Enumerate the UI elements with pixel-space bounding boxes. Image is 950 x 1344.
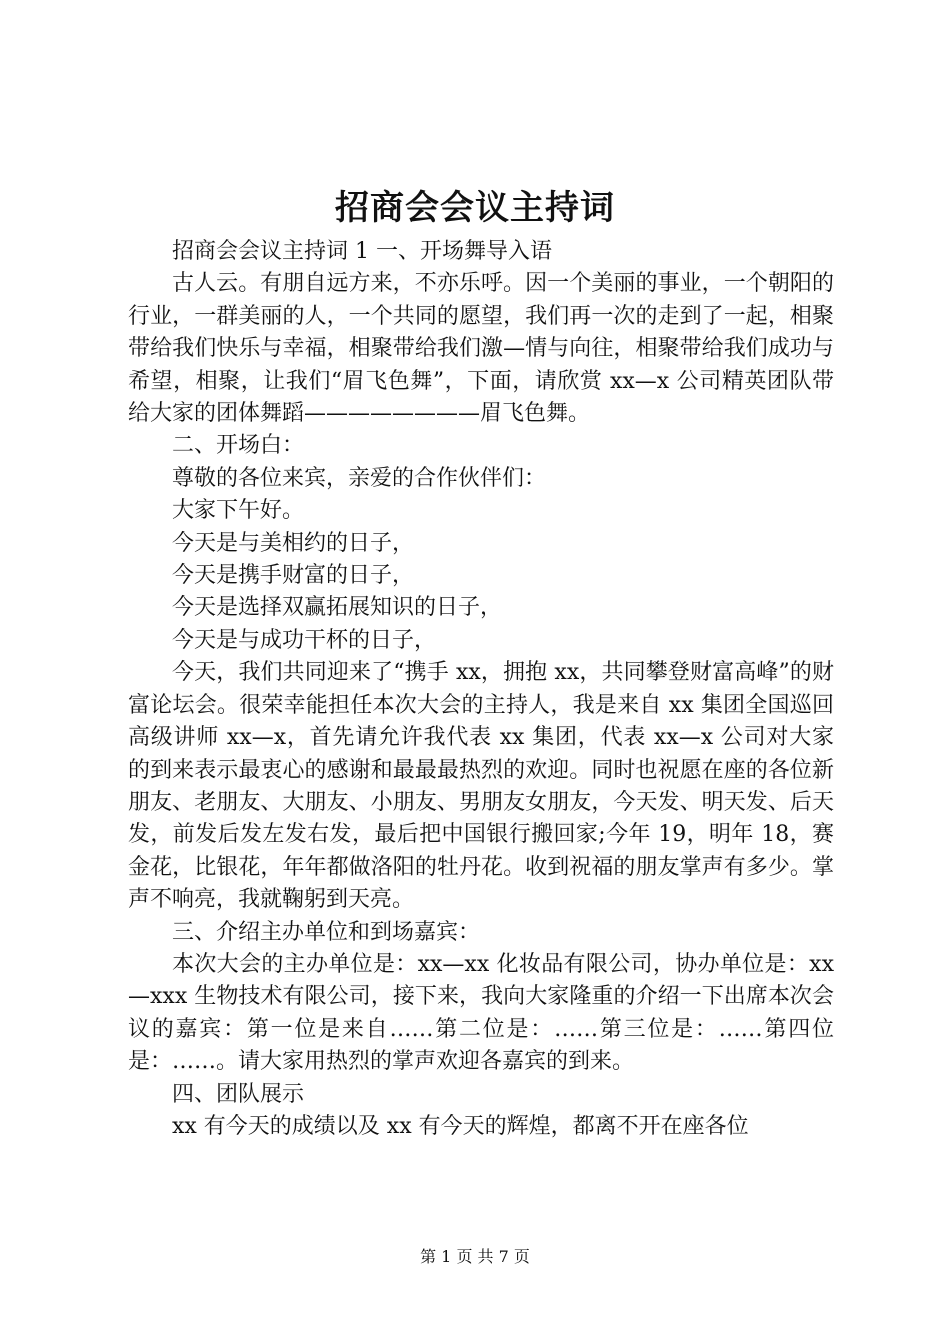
paragraph-today-success: 今天是与成功干杯的日子， bbox=[172, 627, 437, 653]
paragraph-intro-heading: 招商会会议主持词 1 一、开场舞导入语 bbox=[172, 239, 552, 264]
page-footer: 第 1 页 共 7 页 bbox=[420, 1247, 530, 1266]
paragraph-organizers-guests: 本次大会的主办单位是：xx—xx 化妆品有限公司，协办单位是：xx—xxx 生物技术有限公司，接下来，我向大家隆重的介绍一下出席本次会议的嘉宾：第一位是来自……第二位是：……第三位是：……第四位是：……。请大家用热烈的掌声欢迎各嘉宾的到来。 bbox=[128, 951, 834, 1075]
document-body bbox=[128, 236, 834, 1143]
paragraph-today-wealth: 今天是携手财富的日子， bbox=[172, 563, 415, 589]
section-heading-team-showcase: 四、团队展示 bbox=[172, 1081, 305, 1107]
section-heading-organizers: 三、介绍主办单位和到场嘉宾： bbox=[172, 919, 481, 945]
paragraph-today-win-win: 今天是选择双赢拓展知识的日子， bbox=[172, 595, 503, 621]
paragraph-good-afternoon: 大家下午好。 bbox=[172, 498, 305, 524]
paragraph-opening-dance: 古人云。有朋自远方来，不亦乐呼。因一个美丽的事业，一个朝阳的行业，一群美丽的人，一个共同的愿望，我们再一次的走到了一起，相聚带给我们快乐与幸福，相聚带给我们激—情与向往，相聚带给我们成功与希望，相聚，让我们“眉飞色舞”，下面，请欣赏 xx—x 公司精英团队带给大家的团体舞蹈————————眉飞色舞。 bbox=[128, 271, 834, 427]
paragraph-today-beauty: 今天是与美相约的日子， bbox=[172, 530, 415, 556]
document-title: 招商会会议主持词 bbox=[335, 188, 615, 228]
paragraph-forum-welcome: 今天，我们共同迎来了“携手 xx，拥抱 xx，共同攀登财富高峰”的财富论坛会。很荣幸能担任本次大会的主持人，我是来自 xx 集团全国巡回高级讲师 xx—x，首先请允许我代表 xx 集团，代表 xx—x 公司对大家的到来表示最衷心的感谢和最最最热烈的欢迎。同时也祝愿在座的各位新朋友、老朋友、大朋友、小朋友、男朋友女朋友，今天发、明天发、后天发，前发后发左发右发，最后把中国银行搬回家;今年 19，明年 18，赛金花，比银花，年年都做洛阳的牡丹花。收到祝福的朋友掌声有多少。掌声不响亮，我就鞠躬到天亮。 bbox=[128, 660, 834, 913]
section-heading-opening-remarks: 二、开场白： bbox=[172, 433, 305, 459]
paragraph-team-achievements: xx 有今天的成绩以及 xx 有今天的辉煌，都离不开在座各位 bbox=[172, 1113, 749, 1139]
paragraph-greeting-guests: 尊敬的各位来宾，亲爱的合作伙伴们： bbox=[172, 465, 547, 491]
